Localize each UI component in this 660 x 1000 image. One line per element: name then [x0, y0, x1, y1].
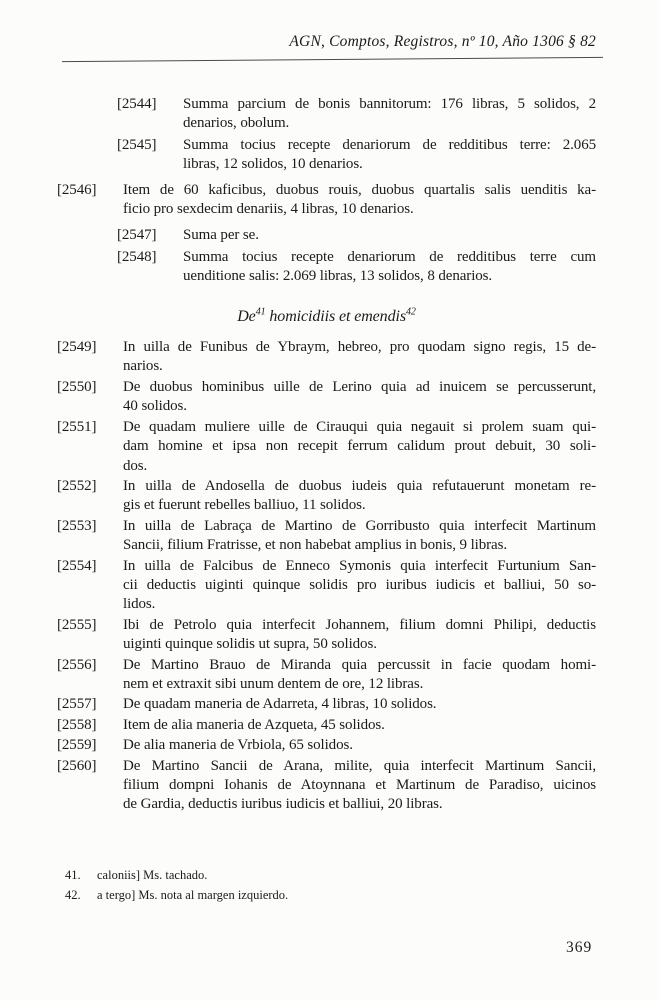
entry-text	[123, 757, 596, 815]
entry-text	[123, 418, 596, 476]
entry-text	[123, 338, 596, 377]
text-line: In uilla de Labraça de Martino de Gorribusto quia interfecit Martinum	[123, 517, 596, 534]
entry-2557	[57, 695, 660, 714]
footnotes-block	[65, 866, 288, 905]
entry-number: [2545]	[117, 136, 157, 153]
text-line: De Martino Sancii de Arana, milite, quia interfecit Martinum Sancii,	[123, 757, 596, 774]
entry-text	[123, 736, 596, 755]
entry-number: [2559]	[57, 737, 97, 754]
entry-2550	[57, 378, 660, 417]
text-line: In uilla de Falcibus de Enneco Symonis quia interfecit Furtunium San-	[123, 557, 596, 574]
entry-2555	[57, 616, 660, 655]
entry-2544	[117, 95, 660, 134]
entry-number: [2548]	[117, 248, 157, 265]
entry-2556	[57, 656, 660, 695]
entry-number: [2560]	[57, 757, 97, 774]
entry-2545	[117, 136, 660, 175]
entry-2559	[57, 736, 660, 755]
entry-text	[183, 95, 596, 134]
text-line: Item de alia maneria de Azqueta, 45 solidos.	[123, 716, 385, 733]
entry-number: [2544]	[117, 96, 157, 112]
entry-number: [2551]	[57, 418, 97, 435]
entry-number: [2549]	[57, 339, 97, 356]
entry-number: [2553]	[57, 517, 97, 534]
entry-2547	[117, 226, 660, 245]
text-line: De Martino Brauo de Miranda quia percussit in facie quodam homi-	[123, 656, 596, 673]
entry-2552	[57, 477, 660, 516]
entry-number: [2546]	[57, 181, 97, 198]
text-line: ficio pro sexdecim denariis, 4 libras, 10 denarios.	[123, 201, 414, 218]
text-line: De quadam maneria de Adarreta, 4 libras, 10 solidos.	[123, 696, 437, 713]
entry-2549	[57, 338, 660, 377]
text-line: Summa tocius recepte denariorum de redditibus terre cum	[183, 248, 596, 265]
footnote-marker-42: 42	[405, 306, 416, 318]
text-line: De alia maneria de Vrbiola, 65 solidos.	[123, 737, 353, 754]
entry-text	[123, 517, 596, 556]
entry-number: [2556]	[57, 656, 97, 673]
text-line: Suma per se.	[183, 227, 259, 244]
entry-2548	[117, 248, 660, 287]
text-line: In uilla de Funibus de Ybraym, hebreo, pro quodam signo regis, 15 de-	[123, 339, 596, 356]
entry-2554	[57, 557, 660, 615]
text-line: libras, 12 solidos, 10 denarios.	[183, 156, 363, 173]
entry-text	[123, 616, 596, 655]
text-line: uiginti quinque solidis ut supra, 50 solidos.	[123, 636, 377, 653]
footnote-number: 42.	[65, 887, 81, 902]
entry-text	[123, 477, 596, 516]
entry-text	[123, 716, 596, 735]
entry-number: [2554]	[57, 557, 97, 574]
heading-text: De	[237, 307, 256, 325]
text-line: Summa tocius recepte denariorum de redditibus terre: 2.065	[183, 136, 596, 153]
text-line: Item de 60 kaficibus, duobus rouis, duobus quartalis salis uenditis ka-	[123, 181, 596, 198]
entry-text	[123, 181, 596, 220]
section-heading	[57, 307, 596, 326]
footnote-42	[65, 886, 288, 906]
entry-number: [2547]	[117, 227, 157, 244]
page-number: 369	[566, 939, 593, 956]
text-line: Sancii, filium Fratrisse, et non habebat amplius in bonis, 9 libras.	[123, 537, 507, 554]
header-rule	[62, 57, 603, 62]
entry-2553	[57, 517, 660, 556]
running-head-citation: AGN, Comptos, Registros, nº 10, Año 1306 § 82	[289, 33, 596, 50]
entry-text	[183, 248, 596, 287]
text-line: denarios, obolum.	[183, 115, 290, 132]
footnote-text: caloniis] Ms. tachado.	[97, 868, 208, 882]
entry-2560	[57, 757, 660, 815]
page-body	[0, 95, 660, 815]
text-line: narios.	[123, 358, 163, 375]
text-line: filium dompni Iohanis de Atoynnana et Martinum de Paradiso, uicinos	[123, 777, 596, 793]
entry-number: [2558]	[57, 716, 97, 733]
heading-text: homicidiis et emendis	[265, 307, 406, 325]
text-line: gis et fuerunt rebelles balliuo, 11 solidos.	[123, 497, 366, 514]
entry-text	[123, 378, 596, 417]
text-line: lidos.	[123, 596, 156, 613]
entry-number: [2557]	[57, 696, 97, 713]
entry-number: [2555]	[57, 616, 97, 633]
entry-text	[123, 656, 596, 695]
entry-text	[123, 695, 596, 714]
entry-text	[183, 136, 596, 175]
text-line: Summa parcium de bonis bannitorum: 176 libras, 5 solidos, 2	[183, 96, 596, 112]
text-line: dos.	[123, 457, 148, 474]
text-line: nem et extraxit sibi unum dentem de ore, 12 libras.	[123, 675, 424, 692]
entry-text	[183, 226, 596, 245]
text-line: Ibi de Petrolo quia interfecit Johannem, filium domni Philipi, deductis	[123, 616, 596, 633]
entry-number: [2550]	[57, 378, 97, 395]
entry-2551	[57, 418, 660, 476]
footnote-text: a tergo] Ms. nota al margen izquierdo.	[97, 887, 289, 902]
text-line: dam homine et ipsa non recepit ferrum calidum prout debuit, 30 soli-	[123, 438, 596, 455]
entry-number: [2552]	[57, 477, 97, 494]
entry-2558	[57, 716, 660, 735]
text-line: de Gardia, deductis iuribus iudicis et balliui, 20 libras.	[123, 796, 443, 813]
footnote-number: 41.	[65, 868, 81, 882]
entry-2546	[57, 181, 660, 220]
text-line: uenditione salis: 2.069 libras, 13 solidos, 8 denarios.	[183, 268, 493, 285]
text-line: De duobus hominibus uille de Lerino quia ad inuicem se percusserunt,	[123, 378, 596, 395]
text-line: De quadam muliere uille de Cirauqui quia negauit si prolem suam qui-	[123, 418, 596, 435]
entry-text	[123, 557, 596, 615]
footnote-41	[65, 866, 288, 886]
text-line: 40 solidos.	[123, 398, 187, 415]
text-line: In uilla de Andosella de duobus iudeis quia refutauerunt monetam re-	[123, 477, 596, 494]
footnote-marker-41: 41	[255, 306, 266, 318]
text-line: cii deductis uiginti quinque solidis pro iuribus iudicis et balliui, 50 so-	[123, 576, 596, 593]
